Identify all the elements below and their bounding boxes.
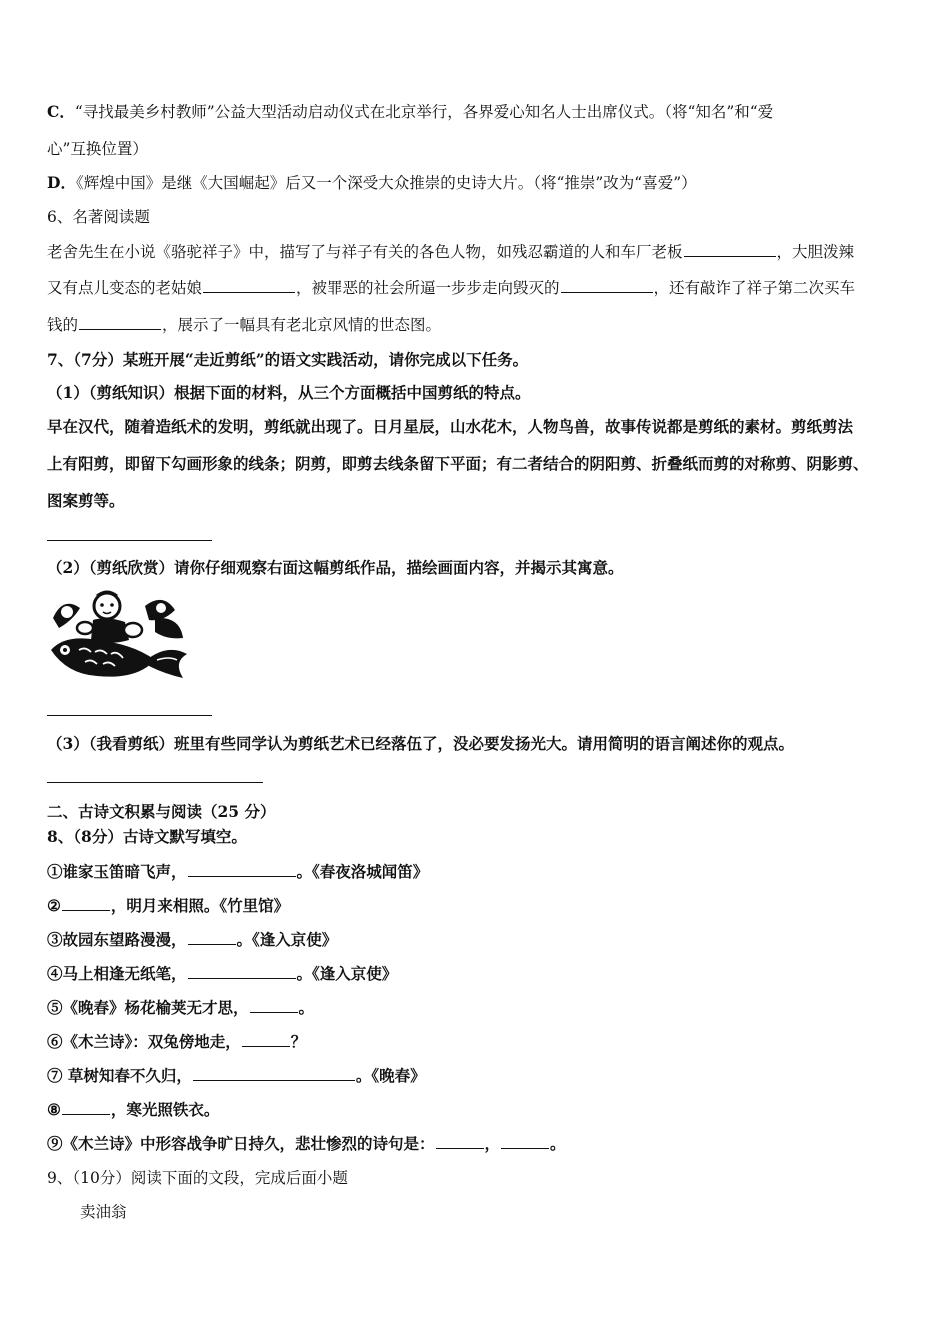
- blank[interactable]: [188, 930, 236, 945]
- q7-sub3: （3）（我看剪纸）班里有些同学认为剪纸艺术已经落伍了，没必要发扬光大。请用简明的语言阐述你的观点。: [47, 734, 795, 753]
- blank[interactable]: [193, 1066, 355, 1081]
- option-c-line: [47, 102, 917, 122]
- q6-text: ，展示了一幅具有老北京风情的世态图。: [162, 316, 442, 334]
- blank[interactable]: [561, 278, 653, 293]
- poem-text: ①谁家玉笛暗飞声，: [47, 862, 187, 881]
- q6-line-1: [47, 242, 917, 262]
- poem-text: ③故园东望路漫漫，: [47, 930, 187, 949]
- answer-line[interactable]: [47, 715, 212, 716]
- q6-text: ，被罪恶的社会所逼一步步走向毁灭的: [296, 279, 560, 297]
- option-d-line: [47, 173, 917, 193]
- q7-material-line-3: 图案剪等。: [47, 491, 125, 510]
- q6-heading: 6、名著阅读题: [47, 208, 150, 226]
- q7-sub1: （1）（剪纸知识）根据下面的材料，从三个方面概括中国剪纸的特点。: [47, 383, 531, 402]
- q8-item-5: [47, 998, 917, 1018]
- q8-item-7: [47, 1066, 917, 1086]
- blank[interactable]: [436, 1134, 484, 1149]
- poem-text: 。: [298, 998, 315, 1017]
- q6-line-3: [47, 315, 917, 335]
- section2-heading: 二、古诗文积累与阅读（25 分）: [47, 802, 276, 821]
- papercut-fish-child-icon: [45, 588, 190, 688]
- option-c-text: “寻找最美乡村教师”公益大型活动启动仪式在北京举行，各界爱心知名人士出席仪式。（将“知名”和“爱: [74, 103, 774, 121]
- blank[interactable]: [188, 862, 296, 877]
- papercut-image: [45, 588, 190, 688]
- poem-text: ②: [47, 896, 61, 915]
- q6-text: ，大胆泼辣: [776, 243, 855, 261]
- blank[interactable]: [242, 1032, 290, 1047]
- q8-heading: 8、（8分）古诗文默写填空。: [47, 827, 247, 846]
- poem-text: 。: [550, 1134, 566, 1153]
- blank[interactable]: [203, 278, 295, 293]
- q8-item-6: [47, 1032, 917, 1052]
- q8-item-3: [47, 930, 917, 950]
- blank[interactable]: [188, 964, 296, 979]
- blank[interactable]: [684, 242, 776, 257]
- q6-text: ，还有敲诈了祥子第二次买车: [653, 279, 856, 297]
- q9-heading: 9、（10分）阅读下面的文段，完成后面小题: [47, 1169, 348, 1187]
- q9-passage-title: 卖油翁: [80, 1203, 127, 1221]
- q8-item-4: [47, 964, 917, 984]
- q6-text: 老舍先生在小说《骆驼祥子》中，描写了与祥子有关的各色人物，如残忍霸道的人和车厂老板: [47, 243, 683, 261]
- poem-text: ⑤《晚春》杨花榆荚无才思，: [47, 998, 249, 1017]
- q7-material-line-1: 早在汉代，随着造纸术的发明，剪纸就出现了。日月星辰，山水花木，人物鸟兽，故事传说都是剪纸的素材。剪纸剪法: [47, 417, 854, 436]
- poem-text: 。《逢入京使》: [296, 964, 398, 983]
- poem-text: ⑥《木兰诗》：双兔傍地走，: [47, 1032, 241, 1051]
- q6-text: 又有点儿变态的老姑娘: [47, 279, 203, 297]
- q6-line-2: [47, 278, 917, 298]
- q8-item-2: [47, 896, 917, 916]
- q7-sub2: （2）（剪纸欣赏）请你仔细观察右面这幅剪纸作品，描绘画面内容，并揭示其寓意。: [47, 558, 624, 577]
- q7-heading: 7、（7分）某班开展“走近剪纸”的语文实践活动，请你完成以下任务。: [47, 350, 529, 369]
- blank[interactable]: [79, 315, 161, 330]
- poem-text: 。《春夜洛城闻笛》: [296, 862, 429, 881]
- q8-item-1: [47, 862, 917, 882]
- option-c-label: C．: [47, 102, 75, 121]
- poem-text: ⑨《木兰诗》中形容战争旷日持久，悲壮惨烈的诗句是：: [47, 1134, 435, 1153]
- option-d-label: D．: [47, 173, 76, 192]
- poem-text: ，: [484, 1134, 501, 1153]
- q7-material-line-2: 上有阳剪，即留下勾画形象的线条；阴剪，即剪去线条留下平面；有二者结合的阴阳剪、折叠纸而剪的对称剪、阴影剪、: [47, 454, 869, 473]
- poem-text: ？: [290, 1032, 307, 1051]
- poem-text: 。《逢入京使》: [236, 930, 338, 949]
- poem-text: ④马上相逢无纸笔，: [47, 964, 187, 983]
- q6-text: 钱的: [47, 316, 79, 334]
- answer-line[interactable]: [47, 782, 263, 783]
- q8-item-8: [47, 1100, 917, 1120]
- blank[interactable]: [62, 1100, 110, 1115]
- poem-text: ，寒光照铁衣。: [110, 1100, 220, 1119]
- blank[interactable]: [62, 896, 110, 911]
- poem-text: ，明月来相照。《竹里馆》: [110, 896, 290, 915]
- poem-text: ⑧: [47, 1100, 61, 1119]
- poem-text: ⑦ 草树知春不久归，: [47, 1066, 192, 1085]
- blank[interactable]: [250, 998, 298, 1013]
- answer-line[interactable]: [47, 540, 212, 541]
- option-d-text: 《辉煌中国》是继《大国崛起》后又一个深受大众推崇的史诗大片。（将“推崇”改为“喜爱”）: [75, 174, 697, 192]
- q8-item-9: [47, 1134, 917, 1154]
- blank[interactable]: [501, 1134, 549, 1149]
- option-c-continuation: 心”互换位置）: [47, 140, 148, 158]
- poem-text: 。《晚春》: [355, 1066, 426, 1085]
